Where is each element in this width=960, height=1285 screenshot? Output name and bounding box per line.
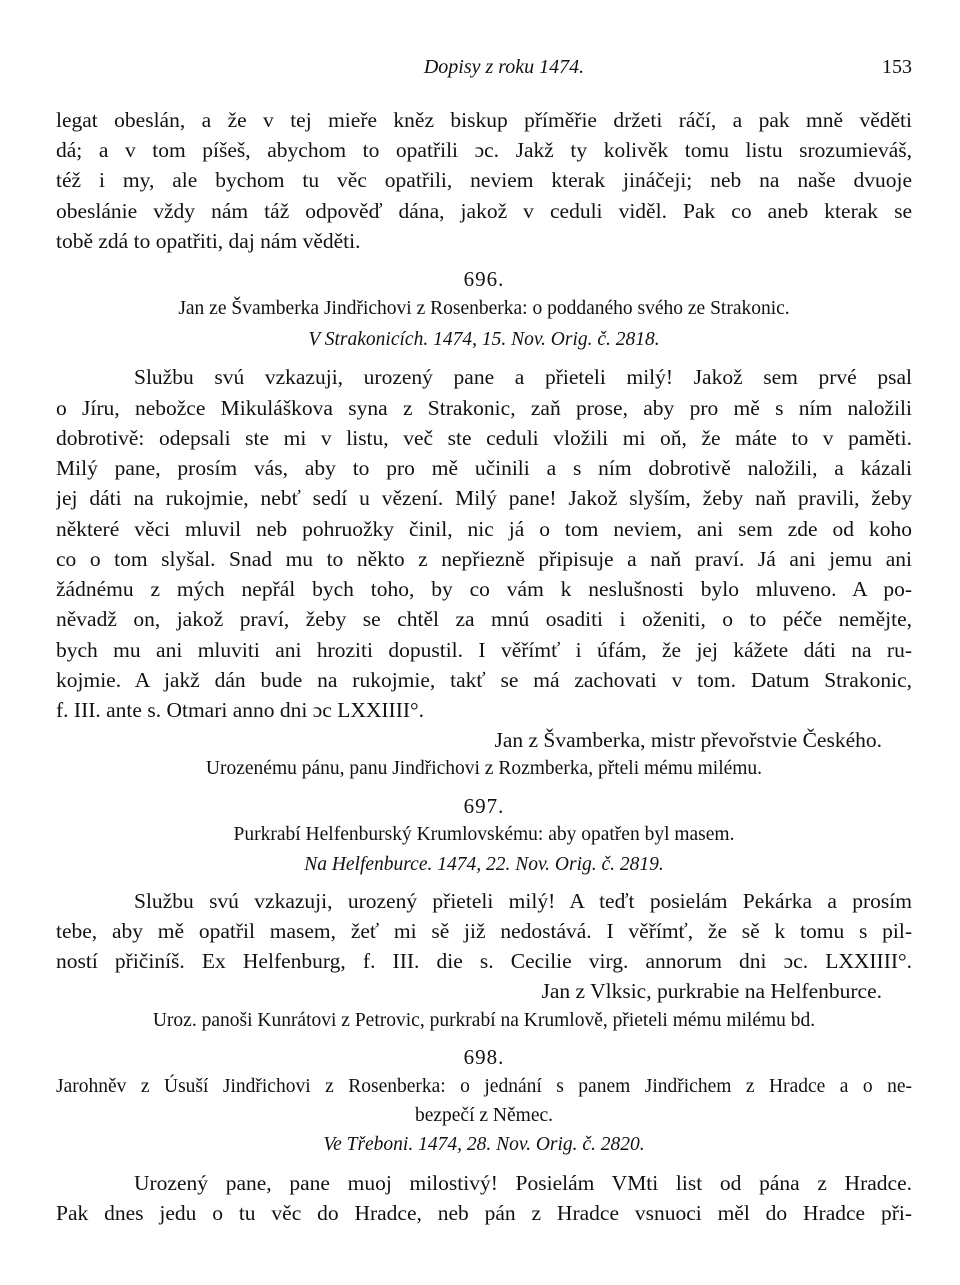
continuation-line: tobě zdá to opatřiti, daj nám věděti. [56, 229, 361, 253]
continuation-line: dá; a v tom píšeš, abychom to opatřili ɔc. Jakž ty kolivěk tomu listu srozumieváš, [56, 138, 912, 162]
letter-address: Uroz. panoši Kunrátovi z Petrovic, purkrabí na Krumlově, přieteli mému milému bd. [152, 1010, 816, 1031]
letter-body-line: dobrotivě: odepsali ste mi v listu, več ste ceduli vložili mi oň, že máte to v paměti. [56, 426, 912, 450]
continuation-line: legat obeslán, a že v tej mieře kněz biskup příměřie držeti ráčí, a pak mně věděti [56, 108, 912, 132]
letter-body-line: ností přičiníš. Ex Helfenburg, f. III. die s. Cecilie virg. annorum dni ɔc. LXXIIII°. [56, 949, 912, 973]
letter-body-line: f. III. ante s. Otmari anno dni ɔc LXXIIII°. [56, 698, 424, 722]
letter-heading: Purkrabí Helfenburský Krumlovskému: aby opatřen byl masem. [233, 824, 735, 845]
page-number: 153 [882, 56, 912, 78]
letter-body-line: Službu svú vzkazuji, urozený přieteli milý! A teďt posielám Pekárka a prosím [134, 889, 912, 913]
letter-number: 696. [463, 267, 505, 291]
letter-heading: Jan ze Švamberka Jindřichovi z Rosenberka: o poddaného svého ze Strakonic. [178, 298, 790, 319]
letter-body-line: tebe, aby mě opatřil masem, žeť mi sě již nedostává. I věřímť, že sě k tomu s pil- [56, 919, 912, 943]
running-head-title: Dopisy z roku 1474. [423, 56, 585, 78]
letter-body-line: některé věci mluvil neb pohruožky činil, nic já o tom neviem, ani sem zde od koho [56, 517, 912, 541]
letter-dateline: V Strakonicích. 1474, 15. Nov. Orig. č. 2818. [308, 329, 660, 350]
letter-address: Urozenému pánu, panu Jindřichovi z Rozmberka, přteli mému milému. [205, 758, 763, 779]
letter-body-line: Urozený pane, pane muoj milostivý! Posielám VMti list od pána z Hradce. [134, 1171, 912, 1195]
letter-signature: Jan z Vlksic, purkrabie na Helfenburce. [541, 979, 882, 1003]
letter-body-line: něvadž on, jakož praví, žeby se chtěl za mnú osaditi i oženiti, o to péče nemějte, [56, 607, 912, 631]
letter-body-line: žádnému z mých nepřál bych toho, by co vám k neslušnosti bylo mluveno. A po- [56, 577, 912, 601]
continuation-line: obeslánie vždy nám táž odpověď dána, jakož v ceduli viděl. Pak co aneb kterak se [56, 199, 912, 223]
letter-body-line: Pak dnes jedu o tu věc do Hradce, neb pán z Hradce vsnuoci měl do Hradce při- [56, 1201, 912, 1225]
letter-body-line: co o tom slyšal. Snad mu to někto z nepřiezně připisuje a naň praví. Já ani jemu ani [56, 547, 912, 571]
letter-body-line: bych mu ani mluviti ani hroziti dopustil. I věřímť i úfám, že jej kážete dáti na ru- [56, 638, 912, 662]
letter-dateline: Na Helfenburce. 1474, 22. Nov. Orig. č. 2819. [304, 854, 664, 875]
continuation-line: též i my, ale bychom tu věc opatřili, neviem kterak jináčeji; neb na naše dvuoje [56, 168, 912, 192]
letter-body-line: Milý pane, prosím vás, aby to pro mě učinili a s ním dobrotivě naložili, a kázali [56, 456, 912, 480]
letter-body-line: o Jíru, nebožce Mikuláškova syna z Strakonic, zaň prose, aby pro mě s ním naložili [56, 396, 912, 420]
letter-heading: Jarohněv z Úsuší Jindřichovi z Rosenberka: o jednání s panem Jindřichem z Hradce a o ne- [56, 1076, 912, 1097]
letter-dateline: Ve Třeboni. 1474, 28. Nov. Orig. č. 2820. [323, 1134, 645, 1155]
letter-body-line: jej dáti na rukojmie, nebť sedí u vězení. Milý pane! Jakož slyším, žeby naň pravili, žeby [56, 486, 912, 510]
letter-body-line: Službu svú vzkazuji, urozený pane a přieteli milý! Jakož sem prvé psal [134, 365, 912, 389]
letter-number: 697. [463, 794, 505, 818]
letter-signature: Jan z Švamberka, mistr převořstvie Českého. [494, 728, 882, 752]
letter-number: 698. [463, 1045, 505, 1069]
letter-heading: bezpečí z Němec. [414, 1105, 554, 1126]
letter-body-line: kojmie. A jakž dán bude na rukojmie, takť se má zachovati v tom. Datum Strakonic, [56, 668, 912, 692]
running-head [56, 56, 912, 82]
